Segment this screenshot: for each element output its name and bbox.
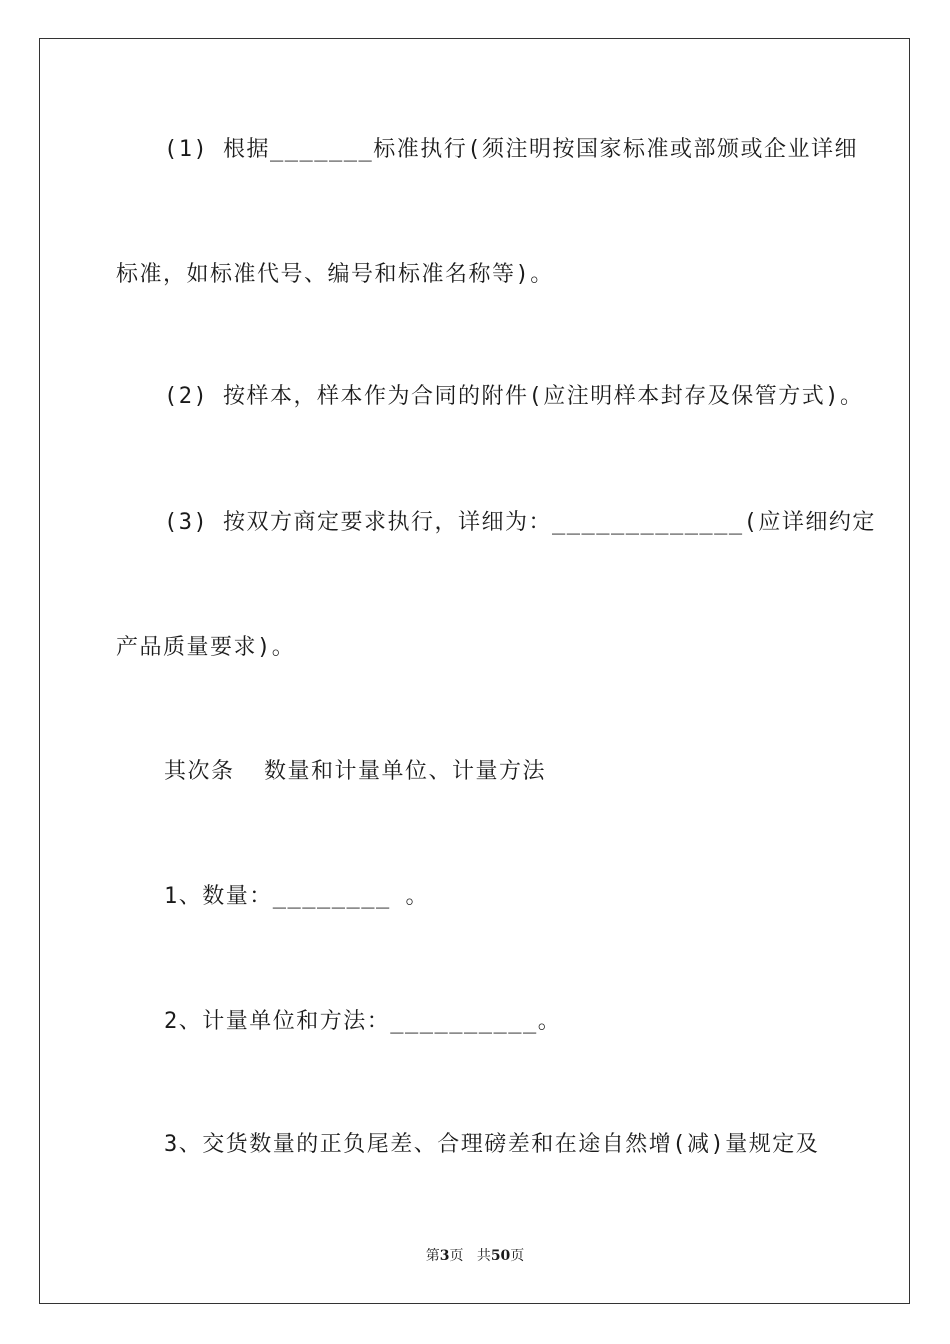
paragraph-line: 产品质量要求)。 <box>116 635 296 660</box>
page-border <box>39 38 910 1304</box>
paragraph-line: 1、数量：________ 。 <box>164 884 429 909</box>
paragraph-line: 2、计量单位和方法：__________。 <box>164 1009 562 1034</box>
paragraph-line: (3) 按双方商定要求执行，详细为：_____________(应详细约定 <box>164 510 876 535</box>
paragraph-line: (1) 根据_______标准执行(须注明按国家标准或部颁或企业详细 <box>164 137 858 162</box>
paragraph-line: (2) 按样本，样本作为合同的附件(应注明样本封存及保管方式)。 <box>164 384 864 409</box>
paragraph-line: 标准，如标准代号、编号和标准名称等)。 <box>116 262 554 287</box>
total-prefix: 共 <box>476 1248 491 1264</box>
section-heading: 其次条 数量和计量单位、计量方法 <box>164 759 546 784</box>
page-number: 3 <box>439 1248 450 1264</box>
page-suffix: 页 <box>449 1248 464 1264</box>
total-pages: 50 <box>490 1248 511 1264</box>
page-prefix: 第 <box>425 1248 440 1264</box>
total-suffix: 页 <box>510 1248 525 1264</box>
paragraph-line: 3、交货数量的正负尾差、合理磅差和在途自然增(减)量规定及 <box>164 1132 820 1157</box>
page-footer <box>0 1246 950 1266</box>
